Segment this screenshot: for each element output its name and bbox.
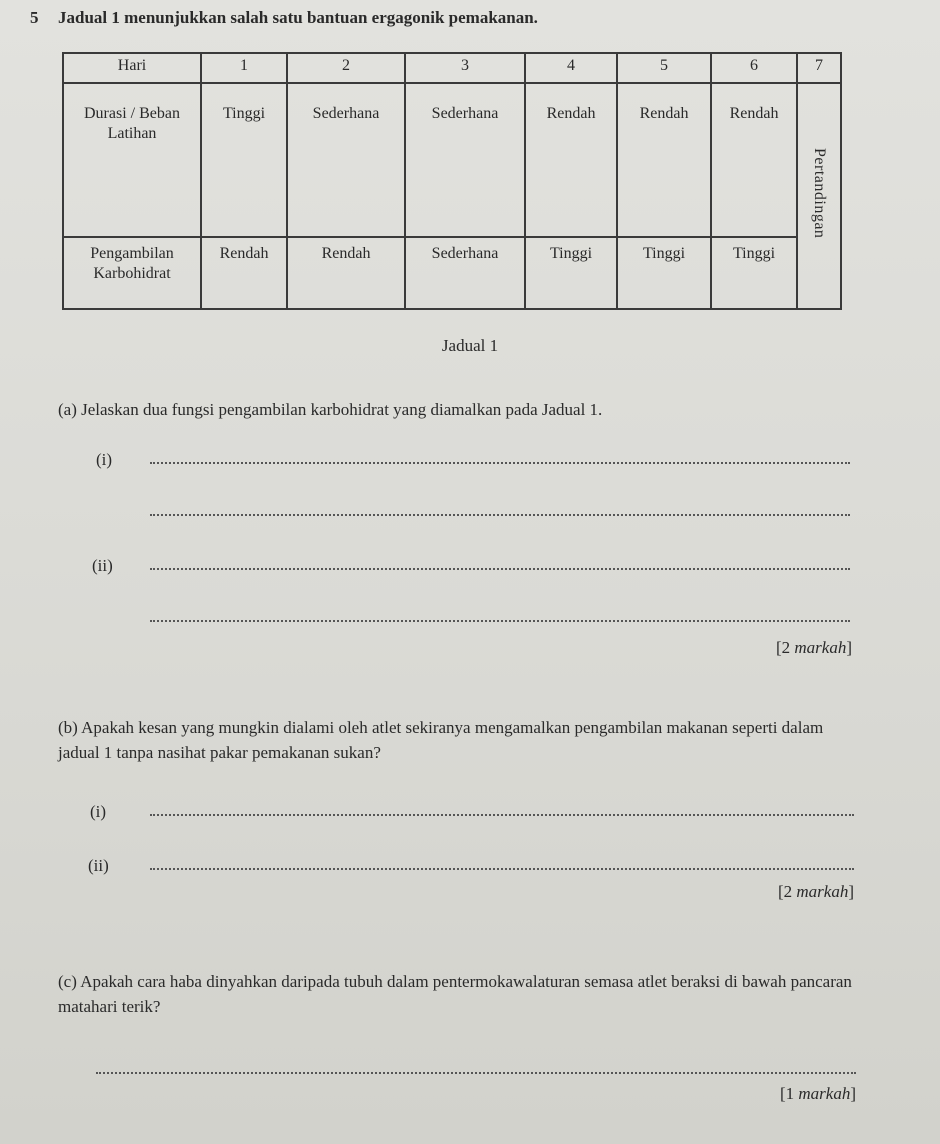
header-cell: 2 [287,53,405,83]
table-cell: Sederhana [405,237,525,309]
marks-close: ] [850,1084,856,1103]
answer-line-b-i[interactable] [150,814,854,816]
answer-line-c[interactable] [96,1072,856,1074]
part-b-label: (b) [58,718,78,737]
table-row-durasi [63,83,841,237]
day7-label: Pertandingan [811,147,828,239]
marks-open: [2 [777,882,797,901]
table-cell: Sederhana [287,83,405,237]
table-header-row [63,53,841,83]
table-caption: Jadual 1 [441,336,499,355]
part-b [58,716,858,765]
header-cell: 3 [405,53,525,83]
part-c-marks [656,1084,856,1104]
part-a-marks [652,638,852,658]
row-label: Durasi / Beban Latihan [63,83,201,237]
header-cell: Hari [63,53,201,83]
part-b-text: Apakah kesan yang mungkin dialami oleh atlet sekiranya mengamalkan pengambilan makanan seperti dalam jadual 1 tanpa nasihat pakar pemakanan sukan? [58,718,824,762]
marks-word: markah [796,882,849,901]
part-b-marks [654,882,854,902]
answer-line-a-ii-2[interactable] [150,620,850,622]
part-c [58,970,868,1019]
header-cell: 4 [525,53,617,83]
table-cell: Rendah [711,83,797,237]
answer-line-a-i-1[interactable] [150,462,850,464]
table-cell: Sederhana [405,83,525,237]
part-a [58,398,858,423]
header-cell: 5 [617,53,711,83]
marks-word: markah [798,1084,851,1103]
marks-close: ] [848,882,854,901]
answer-line-a-ii-1[interactable] [150,568,850,570]
table-cell: Tinggi [525,237,617,309]
part-b-sub-i: (i) [90,802,107,821]
row-label: Pengambilan Karbohidrat [63,237,201,309]
part-c-text: Apakah cara haba dinyahkan daripada tubuh dalam pentermokawalaturan semasa atlet beraksi di bawah pancaran matahari terik? [58,972,852,1016]
table-cell: Rendah [287,237,405,309]
table-row-karbohidrat [63,237,841,309]
day7-cell [797,83,841,309]
header-cell: 6 [711,53,797,83]
part-a-sub-ii: (ii) [92,556,113,575]
marks-close: ] [846,638,852,657]
marks-word: markah [794,638,847,657]
table-cell: Tinggi [711,237,797,309]
answer-line-b-ii[interactable] [150,868,854,870]
table-cell: Tinggi [617,237,711,309]
part-b-sub-ii: (ii) [88,856,109,875]
header-cell: 1 [201,53,287,83]
table-cell: Rendah [525,83,617,237]
question-number: 5 [30,8,39,27]
part-a-text: Jelaskan dua fungsi pengambilan karbohidrat yang diamalkan pada Jadual 1. [81,400,603,419]
part-a-sub-i: (i) [96,450,113,469]
marks-open: [1 [779,1084,799,1103]
table-cell: Tinggi [201,83,287,237]
header-cell: 7 [797,53,841,83]
answer-line-a-i-2[interactable] [150,514,850,516]
part-a-label: (a) [58,400,77,419]
question-intro: Jadual 1 menunjukkan salah satu bantuan ergagonik pemakanan. [58,8,538,27]
table-jadual-1 [62,52,842,310]
table-cell: Rendah [201,237,287,309]
marks-open: [2 [775,638,795,657]
table-cell: Rendah [617,83,711,237]
part-c-label: (c) [58,972,77,991]
